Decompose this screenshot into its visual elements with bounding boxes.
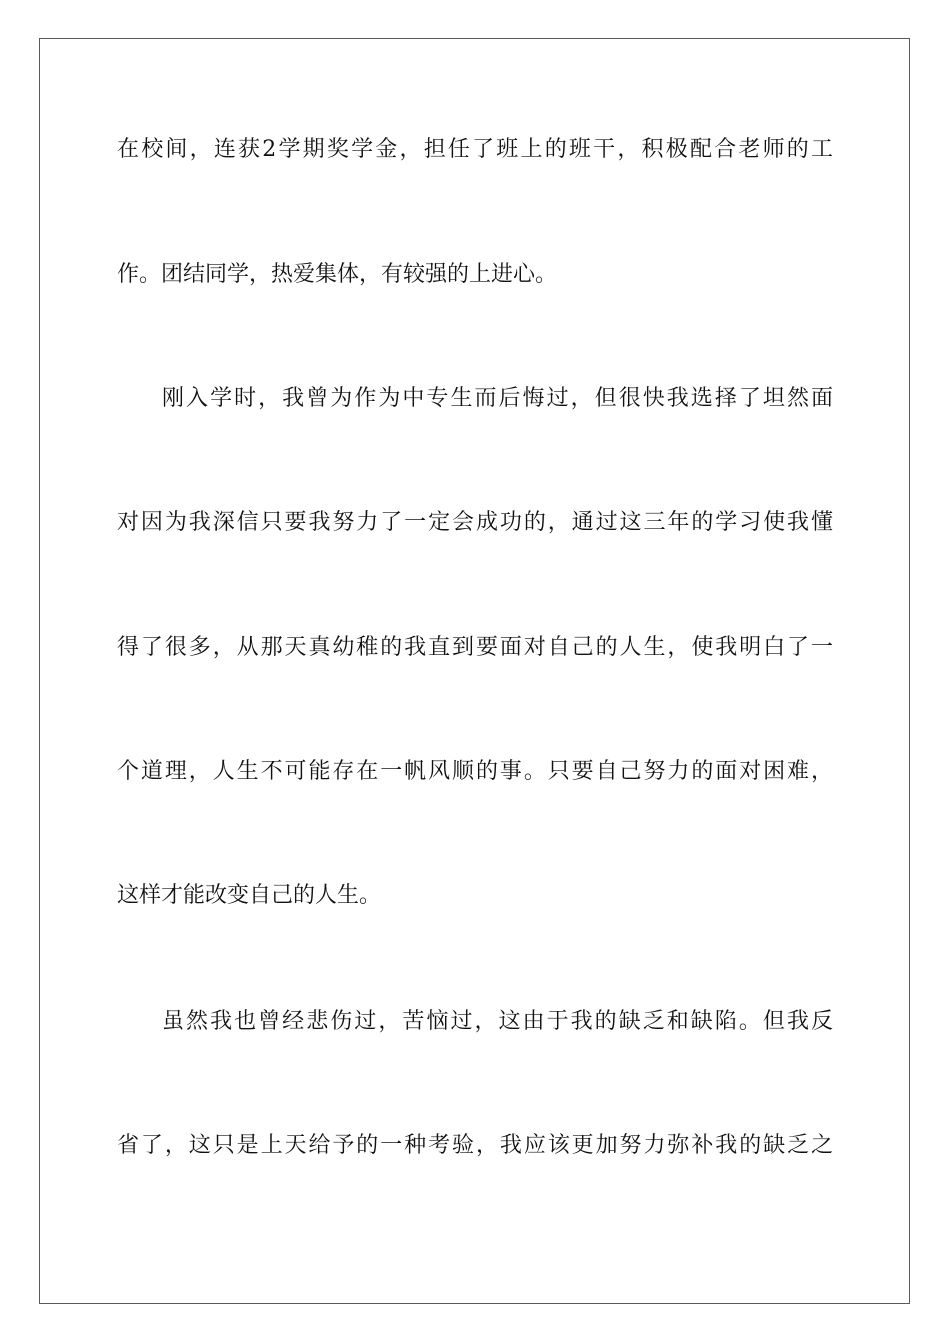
document-page — [39, 38, 910, 1304]
text-line: 省了，这只是上天给予的一种考验，我应该更加努力弥补我的缺乏之 — [117, 1133, 833, 1158]
paragraph-first-line: 刚入学时，我曾为作为中专生而后悔过，但很快我选择了坦然面 — [162, 386, 833, 411]
text-line: 个道理，人生不可能存在一帆风顺的事。只要自己努力的面对困难， — [117, 759, 833, 784]
text-line: 对因为我深信只要我努力了一定会成功的，通过这三年的学习使我懂 — [117, 510, 833, 535]
text-line: 作。团结同学，热爱集体，有较强的上进心。 — [117, 262, 558, 287]
text-line: 得了很多，从那天真幼稚的我直到要面对自己的人生，使我明白了一 — [117, 635, 833, 660]
text-line: 在校间，连获2学期奖学金，担任了班上的班干，积极配合老师的工 — [117, 137, 833, 162]
text-line: 这样才能改变自己的人生。 — [117, 883, 382, 908]
paragraph-first-line: 虽然我也曾经悲伤过，苦恼过，这由于我的缺乏和缺陷。但我反 — [162, 1009, 833, 1034]
